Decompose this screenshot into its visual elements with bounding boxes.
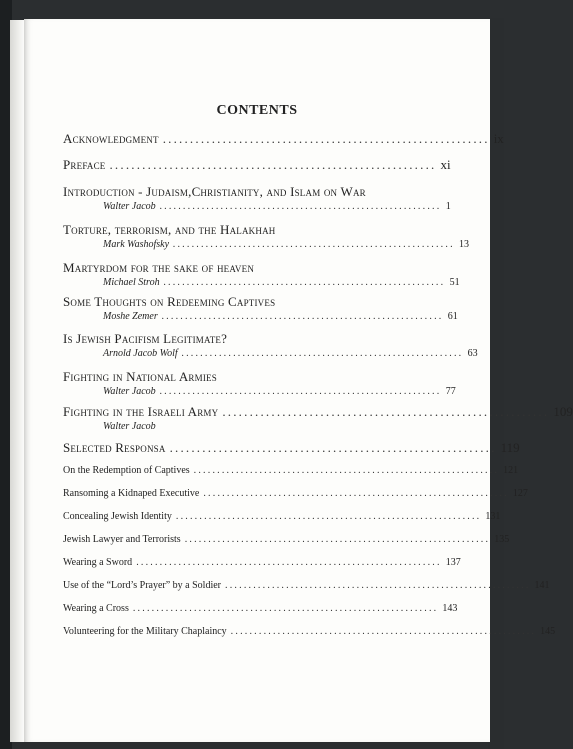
leader-dots: ............................................................ — [222, 404, 550, 419]
toc-entry-preface[interactable] — [63, 157, 451, 173]
toc-entry-page: 51 — [449, 277, 460, 288]
toc-entry-title: Is Jewish Pacifism Legitimate? — [63, 331, 228, 346]
responsa-entry-page: 131 — [485, 511, 501, 522]
toc-entry-title: Selected Responsa — [63, 440, 166, 455]
leader-dots: ................................................................. — [175, 511, 482, 522]
toc-entry-redeeming-captives[interactable] — [63, 294, 458, 322]
toc-entry-page: 1 — [445, 201, 451, 212]
toc-entry-title: Preface — [63, 157, 106, 172]
responsa-entry-title: On the Redemption of Captives — [63, 465, 190, 476]
leader-dots: ............................................................ — [169, 440, 497, 455]
leader-dots: ............................................................ — [161, 311, 444, 322]
leader-dots: ................................................................. — [184, 534, 491, 545]
responsa-entry-sword[interactable] — [63, 557, 461, 568]
toc-entry-page: xi — [440, 157, 451, 172]
responsa-entry-lawyer[interactable] — [63, 534, 510, 545]
toc-entry-title: Acknowledgment — [63, 131, 159, 146]
contents-page — [24, 19, 573, 742]
leader-dots: ............................................................ — [163, 277, 446, 288]
toc-entry-national-armies[interactable] — [63, 369, 456, 397]
toc-entry-author: Moshe Zemer — [103, 311, 158, 322]
toc-entry-page: 109 — [553, 404, 573, 419]
toc-entry-title: Fighting in National Armies — [63, 369, 217, 384]
toc-entry-author: Walter Jacob — [103, 421, 156, 432]
toc-entry-author: Walter Jacob — [103, 201, 156, 212]
leader-dots: ............................................................ — [181, 348, 464, 359]
leader-dots: ................................................................. — [193, 465, 500, 476]
toc-entry-page: 119 — [500, 440, 520, 455]
toc-entry-page: 61 — [447, 311, 458, 322]
leader-dots: ................................................................. — [203, 488, 509, 499]
toc-entry-martyrdom[interactable] — [63, 260, 460, 288]
toc-entry-author: Mark Washofsky — [103, 239, 170, 250]
leader-dots: ................................................................. — [230, 626, 537, 637]
responsa-entry-page: 121 — [503, 465, 519, 476]
responsa-entry-concealing[interactable] — [63, 511, 501, 522]
toc-entry-page: 13 — [459, 239, 470, 250]
leader-dots: ................................................................. — [132, 603, 439, 614]
responsa-entry-title: Jewish Lawyer and Terrorists — [63, 534, 181, 545]
responsa-entry-title: Concealing Jewish Identity — [63, 511, 172, 522]
toc-entry-author: Michael Stroh — [103, 277, 160, 288]
toc-entry-title: Some Thoughts on Redeeming Captives — [63, 294, 276, 309]
toc-entry-title: Fighting in the Israeli Army — [63, 404, 219, 419]
toc-entry-title: Introduction - Judaism,Christianity, and Islam on War — [63, 184, 366, 199]
responsa-entry-cross[interactable] — [63, 603, 458, 614]
leader-dots: ............................................................ — [173, 239, 456, 250]
toc-entry-page: ix — [493, 131, 504, 146]
leader-dots: ............................................................ — [162, 131, 490, 146]
leader-dots: ............................................................ — [109, 157, 437, 172]
responsa-entry-page: 141 — [534, 580, 550, 591]
responsa-entry-lords-prayer[interactable] — [63, 580, 550, 591]
toc-entry-torture[interactable] — [63, 222, 470, 250]
responsa-entry-title: Ransoming a Kidnaped Executive — [63, 488, 200, 499]
responsa-entry-page: 137 — [445, 557, 461, 568]
responsa-entry-chaplaincy[interactable] — [63, 626, 556, 637]
toc-entry-author: Arnold Jacob Wolf — [103, 348, 178, 359]
toc-entry-author: Walter Jacob — [103, 386, 156, 397]
responsa-entry-title: Wearing a Cross — [63, 603, 129, 614]
responsa-entry-ransoming[interactable] — [63, 488, 528, 499]
responsa-entry-page: 127 — [512, 488, 528, 499]
responsa-entry-page: 135 — [494, 534, 510, 545]
responsa-entry-page: 145 — [540, 626, 556, 637]
contents-heading: CONTENTS — [216, 103, 298, 118]
background-edge — [488, 18, 504, 749]
leader-dots: ................................................................. — [136, 557, 442, 568]
responsa-entry-redemption[interactable] — [63, 465, 519, 476]
toc-entry-title: Torture, terrorism, and the Halakhah — [63, 222, 276, 237]
leader-dots: ............................................................ — [159, 201, 442, 212]
toc-entry-title: Martyrdom for the sake of heaven — [63, 260, 255, 275]
leader-dots: ................................................................. — [225, 580, 531, 591]
responsa-entry-title: Wearing a Sword — [63, 557, 133, 568]
toc-entry-acknowledgment[interactable] — [63, 131, 504, 147]
responsa-entry-title: Volunteering for the Military Chaplaincy — [63, 626, 227, 637]
responsa-entry-page: 143 — [442, 603, 458, 614]
toc-entry-selected-responsa[interactable] — [63, 440, 520, 456]
toc-entry-page: 63 — [467, 348, 478, 359]
toc-entry-israeli-army[interactable] — [63, 404, 573, 432]
toc-entry-page: 77 — [445, 386, 456, 397]
responsa-entry-title: Use of the “Lord’s Prayer” by a Soldier — [63, 580, 222, 591]
toc-entry-jewish-pacifism[interactable] — [63, 331, 478, 359]
toc-entry-introduction[interactable] — [63, 184, 451, 212]
leader-dots: ............................................................ — [159, 386, 442, 397]
